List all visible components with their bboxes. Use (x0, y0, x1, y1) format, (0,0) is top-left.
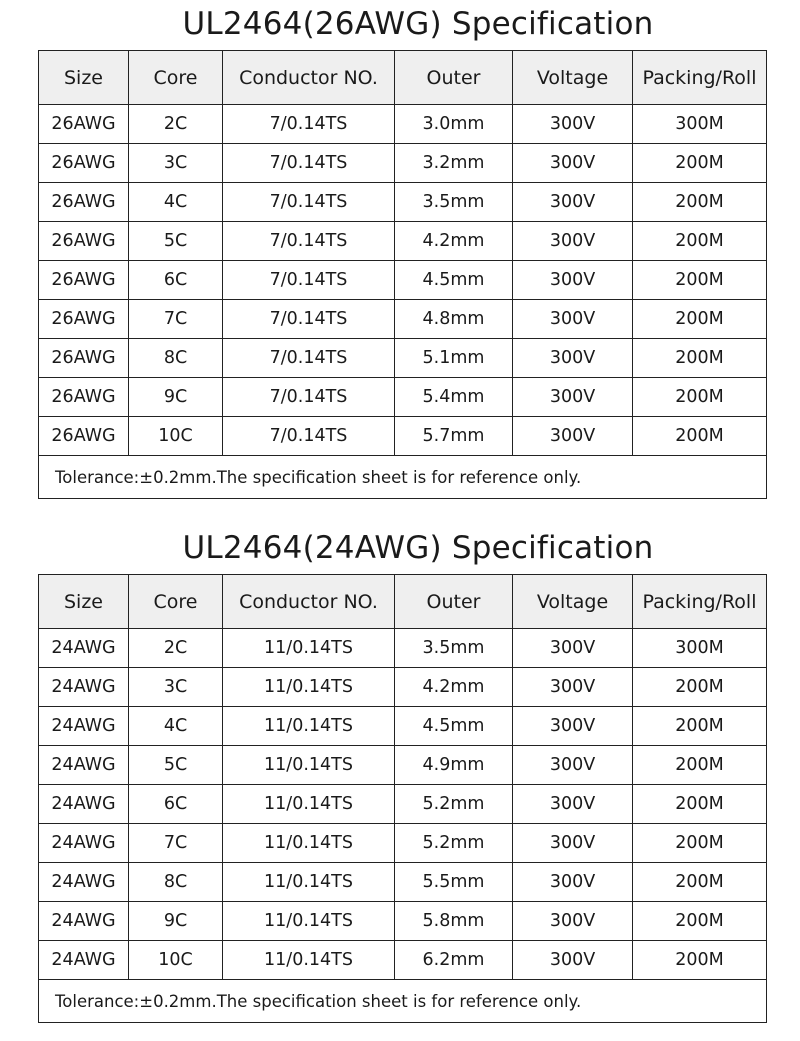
cell-size: 26AWG (39, 261, 129, 300)
table-row (39, 668, 767, 707)
cell-voltage: 300V (513, 629, 633, 668)
cell-conductor: 7/0.14TS (223, 339, 395, 378)
cell-outer: 5.2mm (395, 824, 513, 863)
column-header-size: Size (39, 575, 129, 629)
column-header-core: Core (129, 575, 223, 629)
cell-packing: 200M (633, 941, 767, 980)
cell-outer: 4.5mm (395, 707, 513, 746)
cell-conductor: 11/0.14TS (223, 863, 395, 902)
cell-outer: 5.2mm (395, 785, 513, 824)
spec-table-24awg (38, 574, 767, 1023)
cell-conductor: 7/0.14TS (223, 222, 395, 261)
cell-conductor: 11/0.14TS (223, 902, 395, 941)
cell-outer: 4.8mm (395, 300, 513, 339)
table-row (39, 300, 767, 339)
cell-voltage: 300V (513, 746, 633, 785)
table-row (39, 183, 767, 222)
cell-packing: 200M (633, 300, 767, 339)
table-row (39, 785, 767, 824)
table-row (39, 144, 767, 183)
cell-size: 26AWG (39, 183, 129, 222)
column-header-conductor: Conductor NO. (223, 575, 395, 629)
cell-size: 26AWG (39, 105, 129, 144)
note-row (39, 980, 767, 1023)
cell-conductor: 7/0.14TS (223, 105, 395, 144)
cell-outer: 5.7mm (395, 417, 513, 456)
cell-packing: 200M (633, 417, 767, 456)
cell-packing: 200M (633, 261, 767, 300)
cell-voltage: 300V (513, 261, 633, 300)
cell-size: 24AWG (39, 824, 129, 863)
table-row (39, 261, 767, 300)
cell-size: 24AWG (39, 668, 129, 707)
cell-size: 26AWG (39, 222, 129, 261)
cell-voltage: 300V (513, 902, 633, 941)
cell-core: 4C (129, 707, 223, 746)
cell-voltage: 300V (513, 668, 633, 707)
table-row (39, 417, 767, 456)
table-row (39, 863, 767, 902)
cell-voltage: 300V (513, 824, 633, 863)
cell-voltage: 300V (513, 941, 633, 980)
cell-voltage: 300V (513, 417, 633, 456)
cell-voltage: 300V (513, 300, 633, 339)
cell-size: 24AWG (39, 629, 129, 668)
column-header-size: Size (39, 51, 129, 105)
cell-packing: 200M (633, 902, 767, 941)
cell-core: 8C (129, 863, 223, 902)
cell-size: 24AWG (39, 941, 129, 980)
cell-packing: 200M (633, 378, 767, 417)
cell-size: 26AWG (39, 339, 129, 378)
cell-core: 5C (129, 746, 223, 785)
cell-outer: 5.4mm (395, 378, 513, 417)
cell-packing: 200M (633, 785, 767, 824)
cell-conductor: 7/0.14TS (223, 378, 395, 417)
cell-conductor: 11/0.14TS (223, 707, 395, 746)
cell-core: 3C (129, 144, 223, 183)
table-row (39, 746, 767, 785)
cell-packing: 200M (633, 863, 767, 902)
tolerance-note: Tolerance:±0.2mm.The specification sheet is for reference only. (39, 980, 767, 1023)
table-row (39, 941, 767, 980)
cell-core: 7C (129, 824, 223, 863)
cell-size: 24AWG (39, 902, 129, 941)
cell-outer: 4.2mm (395, 668, 513, 707)
column-header-core: Core (129, 51, 223, 105)
cell-packing: 200M (633, 339, 767, 378)
cell-outer: 4.2mm (395, 222, 513, 261)
cell-conductor: 7/0.14TS (223, 261, 395, 300)
cell-outer: 6.2mm (395, 941, 513, 980)
cell-packing: 200M (633, 183, 767, 222)
table-row (39, 824, 767, 863)
cell-size: 24AWG (39, 785, 129, 824)
cell-core: 4C (129, 183, 223, 222)
table-row (39, 707, 767, 746)
cell-outer: 5.8mm (395, 902, 513, 941)
cell-size: 26AWG (39, 300, 129, 339)
cell-core: 9C (129, 378, 223, 417)
cell-voltage: 300V (513, 105, 633, 144)
cell-voltage: 300V (513, 183, 633, 222)
cell-core: 5C (129, 222, 223, 261)
cell-voltage: 300V (513, 339, 633, 378)
cell-voltage: 300V (513, 707, 633, 746)
cell-conductor: 7/0.14TS (223, 417, 395, 456)
column-header-outer: Outer (395, 51, 513, 105)
table-row (39, 902, 767, 941)
cell-outer: 5.1mm (395, 339, 513, 378)
cell-outer: 4.9mm (395, 746, 513, 785)
cell-size: 26AWG (39, 417, 129, 456)
tolerance-note: Tolerance:±0.2mm.The specification sheet is for reference only. (39, 456, 767, 499)
cell-conductor: 11/0.14TS (223, 824, 395, 863)
column-header-voltage: Voltage (513, 51, 633, 105)
cell-voltage: 300V (513, 863, 633, 902)
cell-core: 3C (129, 668, 223, 707)
column-header-packing: Packing/Roll (633, 575, 767, 629)
cell-packing: 300M (633, 105, 767, 144)
spec-title-26awg: UL2464(26AWG) Specification (182, 6, 654, 42)
cell-conductor: 11/0.14TS (223, 668, 395, 707)
cell-outer: 3.5mm (395, 183, 513, 222)
cell-conductor: 11/0.14TS (223, 629, 395, 668)
cell-outer: 3.0mm (395, 105, 513, 144)
table-row (39, 629, 767, 668)
cell-voltage: 300V (513, 785, 633, 824)
cell-outer: 3.2mm (395, 144, 513, 183)
cell-packing: 200M (633, 222, 767, 261)
column-header-conductor: Conductor NO. (223, 51, 395, 105)
cell-core: 6C (129, 261, 223, 300)
cell-core: 10C (129, 941, 223, 980)
cell-packing: 200M (633, 707, 767, 746)
table-row (39, 339, 767, 378)
column-header-outer: Outer (395, 575, 513, 629)
cell-size: 24AWG (39, 707, 129, 746)
cell-conductor: 7/0.14TS (223, 300, 395, 339)
cell-conductor: 11/0.14TS (223, 746, 395, 785)
cell-voltage: 300V (513, 222, 633, 261)
cell-conductor: 11/0.14TS (223, 785, 395, 824)
cell-outer: 5.5mm (395, 863, 513, 902)
cell-core: 10C (129, 417, 223, 456)
note-row (39, 456, 767, 499)
spec-table-26awg (38, 50, 767, 499)
cell-size: 26AWG (39, 378, 129, 417)
cell-voltage: 300V (513, 378, 633, 417)
cell-outer: 4.5mm (395, 261, 513, 300)
cell-voltage: 300V (513, 144, 633, 183)
cell-core: 6C (129, 785, 223, 824)
cell-core: 8C (129, 339, 223, 378)
spec-title-24awg: UL2464(24AWG) Specification (182, 530, 654, 566)
cell-packing: 200M (633, 824, 767, 863)
cell-core: 7C (129, 300, 223, 339)
cell-core: 2C (129, 105, 223, 144)
header-row (39, 575, 767, 629)
cell-packing: 300M (633, 629, 767, 668)
cell-conductor: 7/0.14TS (223, 183, 395, 222)
cell-outer: 3.5mm (395, 629, 513, 668)
column-header-voltage: Voltage (513, 575, 633, 629)
header-row (39, 51, 767, 105)
cell-size: 24AWG (39, 746, 129, 785)
cell-packing: 200M (633, 668, 767, 707)
table-row (39, 105, 767, 144)
cell-size: 24AWG (39, 863, 129, 902)
cell-size: 26AWG (39, 144, 129, 183)
cell-conductor: 7/0.14TS (223, 144, 395, 183)
cell-conductor: 11/0.14TS (223, 941, 395, 980)
cell-core: 9C (129, 902, 223, 941)
cell-packing: 200M (633, 144, 767, 183)
table-row (39, 222, 767, 261)
cell-packing: 200M (633, 746, 767, 785)
column-header-packing: Packing/Roll (633, 51, 767, 105)
table-row (39, 378, 767, 417)
cell-core: 2C (129, 629, 223, 668)
